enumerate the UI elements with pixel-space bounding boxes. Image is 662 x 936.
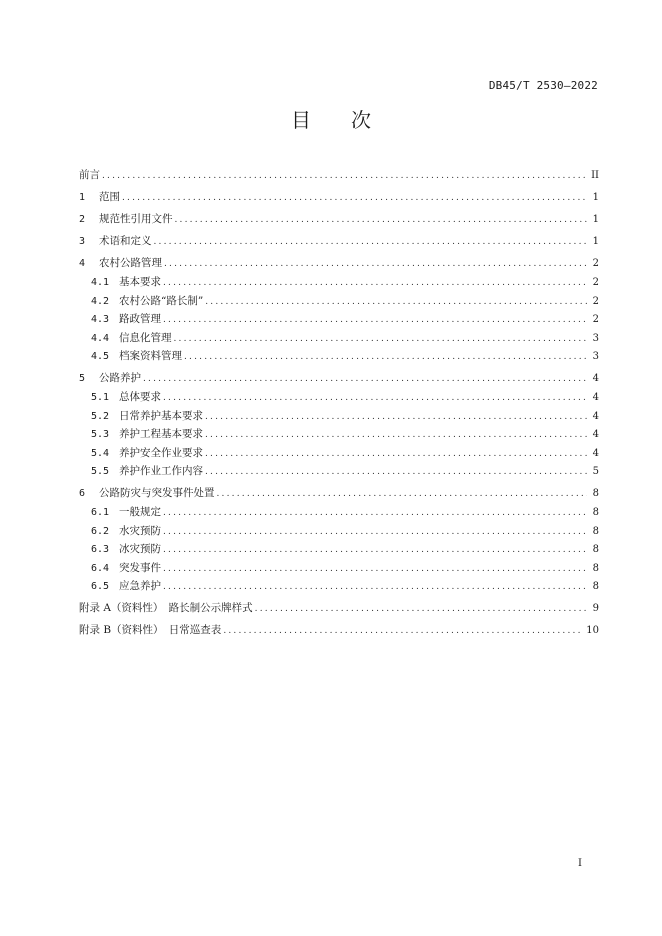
toc-entry-number: 3 (79, 236, 86, 247)
toc-entry[interactable] (79, 578, 599, 597)
toc-entry-number: 5 (79, 372, 86, 384)
toc-entry-page: 8 (592, 581, 599, 593)
toc-entry[interactable] (79, 348, 599, 367)
toc-entry-number: 4.1 (91, 277, 110, 288)
toc-entry-label: 冰灾预防 (119, 543, 161, 556)
toc-dot-leader (164, 253, 587, 275)
toc-entry[interactable] (79, 330, 599, 349)
toc-entry-number: 5.3 (91, 429, 110, 441)
toc-entry-number: 4.5 (91, 351, 110, 363)
toc-entry[interactable] (79, 523, 599, 542)
toc-entry-label: 养护作业工作内容 (119, 465, 203, 478)
toc-entry[interactable] (79, 230, 599, 252)
toc-entry[interactable] (79, 389, 599, 408)
toc-entry[interactable] (79, 560, 599, 579)
toc-dot-leader (163, 561, 587, 579)
toc-entry-page: 9 (592, 602, 599, 614)
toc-entry-page: 2 (592, 258, 599, 269)
toc-entry-page: 4 (592, 391, 599, 403)
toc-entry-label: 路政管理 (119, 313, 161, 326)
toc-dot-leader (184, 349, 587, 367)
toc-entry-label: 应急养护 (119, 580, 161, 593)
toc-entry-page: 4 (592, 410, 599, 422)
toc-entry-page: 4 (592, 372, 599, 384)
toc-entry[interactable] (79, 504, 599, 523)
toc-entry[interactable] (79, 311, 599, 330)
toc-entry-label: 公路养护 (99, 371, 141, 384)
toc-entry-number: 6 (79, 487, 86, 499)
toc-entry-page: 8 (592, 506, 599, 518)
toc-dot-leader (163, 505, 587, 523)
toc-entry[interactable] (79, 426, 599, 445)
toc-entry-number: 4.3 (91, 314, 110, 326)
toc-entry[interactable] (79, 208, 599, 230)
toc-dot-leader (163, 312, 587, 330)
toc-entry-page: 8 (592, 544, 599, 556)
toc-entry-number: 4 (79, 258, 86, 269)
toc-entry[interactable] (79, 445, 599, 464)
toc-dot-leader (163, 524, 587, 542)
toc-entry-label: 总体要求 (119, 390, 161, 403)
toc-entry-label: 农村公路管理 (99, 257, 162, 269)
toc-entry-number: 6.2 (91, 525, 110, 537)
toc-entry-page: 4 (592, 447, 599, 459)
toc-entry[interactable] (79, 164, 599, 186)
toc-entry-label: 养护安全作业要求 (119, 446, 203, 459)
toc-dot-leader (163, 390, 587, 408)
toc-entry[interactable] (79, 252, 599, 274)
toc-entry-number: 6.5 (91, 581, 110, 593)
toc-entry-label: 一般规定 (119, 505, 161, 518)
toc-dot-leader (154, 231, 588, 253)
toc-entry[interactable] (79, 463, 599, 482)
toc-dot-leader (205, 294, 587, 312)
document-code: DB45/T 2530—2022 (488, 79, 598, 92)
toc-dot-leader (102, 165, 587, 187)
toc-dot-leader (205, 409, 587, 427)
toc-entry[interactable] (79, 597, 599, 619)
toc-entry-label: 水灾预防 (119, 524, 161, 537)
toc-entry-page: 3 (592, 351, 599, 363)
toc-entry-page: 2 (592, 314, 599, 326)
toc-dot-leader (174, 331, 588, 349)
toc-dot-leader (163, 275, 587, 293)
toc-entry-number: 5.5 (91, 466, 110, 478)
toc-dot-leader (223, 620, 582, 642)
toc-entry-page: 8 (592, 562, 599, 574)
toc-entry-number: 2 (79, 214, 86, 225)
toc-entry-number: 5.4 (91, 447, 110, 459)
toc-entry-label: 规范性引用文件 (99, 213, 173, 225)
toc-entry-number: 6.1 (91, 506, 110, 518)
toc-entry[interactable] (79, 408, 599, 427)
toc-entry[interactable] (79, 274, 599, 293)
toc-entry-page: 8 (592, 525, 599, 537)
toc-entry-number: 5.2 (91, 410, 110, 422)
page-title: 目 次 (291, 108, 371, 132)
toc-entry-label: 信息化管理 (119, 331, 172, 344)
toc-entry-page: 1 (592, 236, 599, 247)
toc-entry-label: 公路防灾与突发事件处置 (99, 486, 215, 499)
toc-entry-label: 农村公路“路长制” (119, 294, 204, 307)
toc-entry-number: 6.4 (91, 562, 110, 574)
toc-entry-label: 档案资料管理 (119, 350, 182, 363)
toc-entry-page: 8 (592, 487, 599, 499)
toc-entry-page: 4 (592, 429, 599, 441)
toc-entry[interactable] (79, 293, 599, 312)
toc-entry-label: 附录 B（资料性） 日常巡查表 (79, 623, 222, 636)
toc-dot-leader (143, 368, 587, 390)
toc-entry-number: 6.3 (91, 544, 110, 556)
toc-dot-leader (217, 483, 588, 505)
table-of-contents (79, 164, 599, 641)
toc-dot-leader (255, 598, 587, 620)
toc-entry-page: 5 (592, 466, 599, 478)
toc-entry[interactable] (79, 482, 599, 504)
toc-entry-label: 前言 (79, 169, 100, 181)
toc-entry-label: 范围 (99, 191, 120, 203)
toc-dot-leader (122, 187, 587, 209)
toc-dot-leader (205, 446, 587, 464)
toc-entry-page: 1 (592, 192, 599, 203)
page-number: I (578, 858, 582, 869)
toc-entry-label: 养护工程基本要求 (119, 428, 203, 441)
toc-entry-label: 日常养护基本要求 (119, 409, 203, 422)
toc-entry-label: 附录 A（资料性） 路长制公示牌样式 (79, 601, 253, 614)
toc-entry[interactable] (79, 186, 599, 208)
toc-entry-number: 4.2 (91, 295, 110, 307)
toc-dot-leader (163, 542, 587, 560)
toc-dot-leader (205, 464, 587, 482)
toc-entry-page: 3 (592, 332, 599, 344)
toc-entry-page: 2 (592, 295, 599, 307)
toc-dot-leader (205, 427, 587, 445)
toc-entry-page: 10 (586, 624, 599, 636)
toc-entry-page: 1 (592, 214, 599, 225)
toc-entry-number: 4.4 (91, 332, 110, 344)
toc-dot-leader (175, 209, 588, 231)
toc-entry-label: 术语和定义 (99, 235, 152, 247)
toc-entry-page: 2 (592, 277, 599, 288)
toc-entry-page: II (591, 170, 599, 181)
toc-entry-number: 1 (79, 192, 86, 203)
toc-entry-label: 基本要求 (119, 276, 161, 288)
toc-entry[interactable] (79, 541, 599, 560)
toc-entry[interactable] (79, 367, 599, 389)
toc-entry-number: 5.1 (91, 391, 110, 403)
toc-entry-label: 突发事件 (119, 561, 161, 574)
toc-dot-leader (163, 579, 587, 597)
toc-entry[interactable] (79, 619, 599, 641)
